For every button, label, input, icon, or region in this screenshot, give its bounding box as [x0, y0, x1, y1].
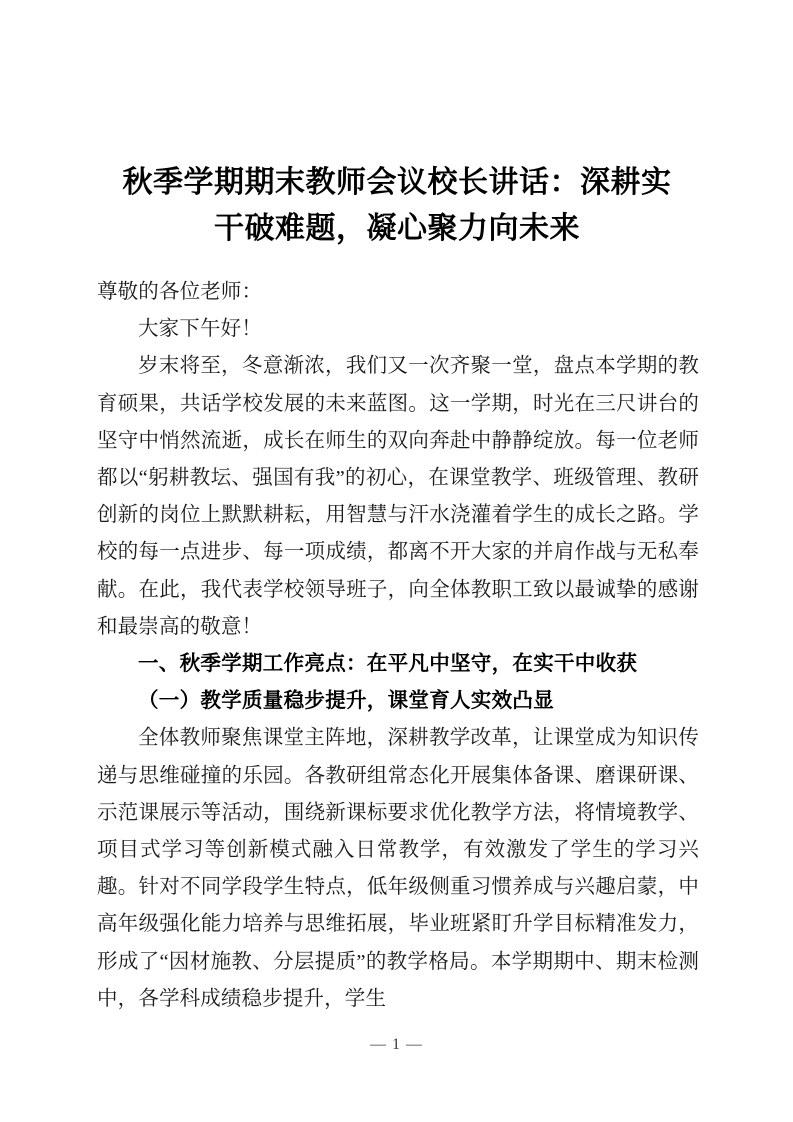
opening-paragraph: 岁末将至，冬意渐浓，我们又一次齐聚一堂，盘点本学期的教育硕果，共话学校发展的未来蓝图。这一学期，时光在三尺讲台的坚守中悄然流逝，成长在师生的双向奔赴中静静绽放。每一位老师都以“躬耕教坛、强国有我”的初心，在课堂教学、班级管理、教研创新的岗位上默默耕耘，用智慧与汗水浇灌着学生的成长之路。学校的每一点进步、每一项成绩，都离不开大家的并肩作战与无私奉献。在此，我代表学校领导班子，向全体教职工致以最诚挚的感谢和最崇高的敬意！: [97, 355, 699, 638]
salutation: 尊敬的各位老师：: [97, 281, 263, 303]
section-heading-one: 一、秋季学期工作亮点：在平凡中坚守，在实干中收获: [138, 653, 638, 676]
page-number-footer: — 1 —: [370, 1036, 423, 1053]
greeting-paragraph: 大家下午好！: [138, 318, 262, 341]
subsection-body-one-a: 全体教师聚焦课堂主阵地，深耕教学改革，让课堂成为知识传递与思维碰撞的乐园。各教研组常态化开展集体备课、磨课研课、示范课展示等活动，围绕新课标要求优化教学方法，将情境教学、项目式学习等创新模式融入日常教学，有效激发了学生的学习兴趣。针对不同学段学生特点，低年级侧重习惯养成与兴趣启蒙，中高年级强化能力培养与思维拓展，毕业班紧盯升学目标精准发力，形成了“因材施教、分层提质”的教学格局。本学期期中、期末检测中，各学科成绩稳步提升，学生: [97, 727, 699, 1010]
page-title-line-2: 干破难题，凝心聚力向未来: [214, 212, 580, 246]
subsection-heading-one-a: （一）教学质量稳步提升，课堂育人实效凸显: [138, 690, 554, 713]
page-title: [97, 160, 697, 252]
page-title-line-1: 秋季学期期末教师会议校长讲话：深耕实: [122, 166, 672, 200]
document-body: [97, 274, 699, 1018]
